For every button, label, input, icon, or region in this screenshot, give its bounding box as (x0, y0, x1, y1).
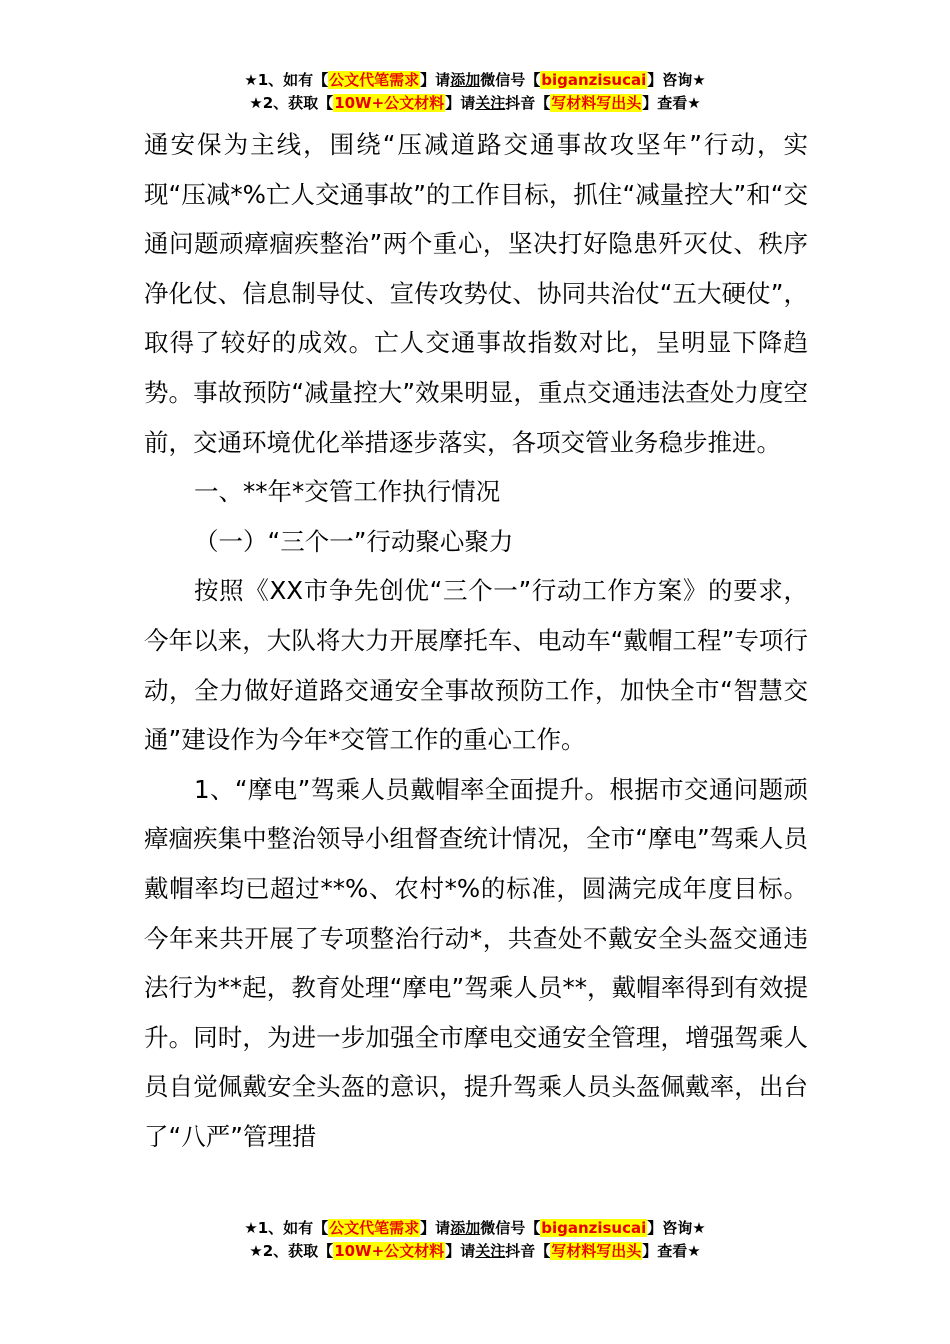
promo-highlight: 10W+公文材料 (334, 1242, 445, 1260)
promo-emphasis: 关注 (475, 1242, 506, 1260)
promo-text: 】咨询★ (647, 71, 706, 89)
paragraph: 按照《XX市争先创优“三个一”行动工作方案》的要求，今年以来，大队将大力开展摩托车、电动车“戴帽工程”专项行动，全力做好道路交通安全事故预防工作，加快全市“智慧交通”建设作为今年*交管工作的重心工作。 (144, 576, 808, 755)
promo-text: 】请 (420, 71, 451, 89)
section-heading: 一、**年*交管工作执行情况 (194, 477, 501, 507)
promo-line-2 (0, 1240, 950, 1263)
promo-text: 】请 (420, 1219, 451, 1237)
promo-text: 】查看★ (642, 94, 701, 112)
paragraph: 1、“摩电”驾乘人员戴帽率全面提升。根据市交通问题顽瘴痼疾集中整治领导小组督查统计情况，全市“摩电”驾乘人员戴帽率均已超过**%、农村*%的标准，圆满完成年度目标。今年来共开展了专项整治行动*，共查处不戴安全头盔交通违法行为**起，教育处理“摩电”驾乘人员**，戴帽率得到有效提升。同时，为进一步加强全市摩电交通安全管理，增强驾乘人员自觉佩戴安全头盔的意识，提升驾乘人员头盔佩戴率，出台了“八严”管理措 (144, 774, 808, 1151)
promo-highlight: 公文代笔需求 (329, 71, 420, 89)
promo-text: 】请 (445, 1242, 476, 1260)
promo-text: 】咨询★ (647, 1219, 706, 1237)
promo-emphasis: 关注 (475, 94, 506, 112)
promo-text: 微信号【 (480, 1219, 541, 1237)
promo-highlight: biganzisucai (541, 1219, 647, 1237)
promo-text: 抖音【 (505, 94, 551, 112)
promo-emphasis: 添加 (450, 71, 481, 89)
promo-text: 微信号【 (480, 71, 541, 89)
paragraph-continuation: 通安保为主线，围绕“压减道路交通事故攻坚年”行动，实现“压减*%亡人交通事故”的工作目标，抓住“减量控大”和“交通问题顽瘴痼疾整治”两个重心，坚决打好隐患歼灭仗、秩序净化仗、信息制导仗、宣传攻势仗、协同共治仗“五大硬仗”，取得了较好的成效。亡人交通事故指数对比，呈明显下降趋势。事故预防“减量控大”效果明显，重点交通违法查处力度空前，交通环境优化举措逐步落实，各项交管业务稳步推进。 (144, 130, 808, 457)
promo-highlight: 10W+公文材料 (334, 94, 445, 112)
promo-text: ★1、如有【 (244, 71, 329, 89)
promo-text: ★2、获取【 (249, 1242, 334, 1260)
promo-emphasis: 添加 (450, 1219, 481, 1237)
promo-text: 抖音【 (505, 1242, 551, 1260)
subsection-heading: （一）“三个一”行动聚心聚力 (194, 526, 514, 556)
promo-highlight: 写材料写出头 (551, 1242, 642, 1260)
promo-text: ★2、获取【 (249, 94, 334, 112)
header-promo-banner (0, 69, 950, 115)
promo-highlight: 公文代笔需求 (329, 1219, 420, 1237)
footer-promo-banner (0, 1217, 950, 1263)
promo-line-1 (0, 1217, 950, 1240)
promo-highlight: biganzisucai (541, 71, 647, 89)
promo-text: ★1、如有【 (244, 1219, 329, 1237)
document-body (144, 120, 808, 1161)
promo-line-2 (0, 92, 950, 115)
promo-text: 】查看★ (642, 1242, 701, 1260)
promo-highlight: 写材料写出头 (551, 94, 642, 112)
promo-line-1 (0, 69, 950, 92)
promo-text: 】请 (445, 94, 476, 112)
